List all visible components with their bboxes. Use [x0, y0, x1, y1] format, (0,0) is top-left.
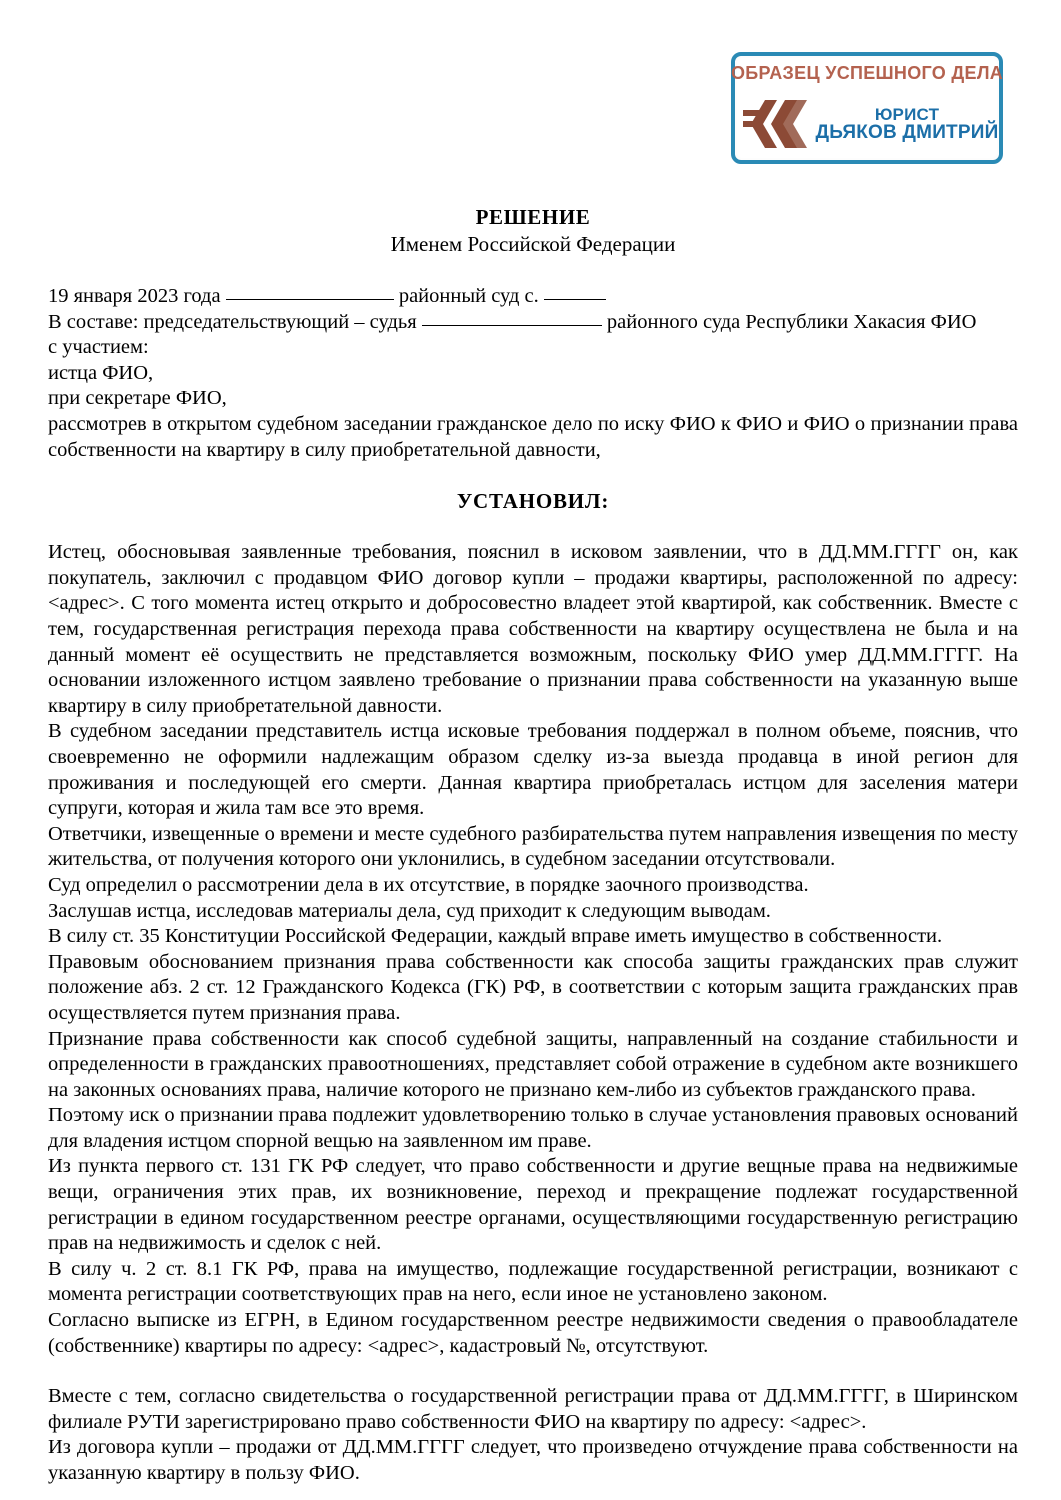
document-header-block — [48, 284, 1018, 463]
paragraph: В силу ст. 35 Конституции Российской Федерации, каждый вправе иметь имущество в собственности. — [48, 925, 943, 948]
paragraph: Из пункта первого ст. 131 ГК РФ следует, что право собственности и другие вещные права на недвижимые вещи, ограничения этих прав, их возникновение, переход и прекращение подлежат государственной регистрации в едином государственном реестре органами, осуществляющими государственную регистрацию прав на недвижимость и сделок с ней. — [48, 1155, 1018, 1255]
paragraph: Суд определил о рассмотрении дела в их отсутствие, в порядке заочного производства. — [48, 873, 809, 896]
page-title: РЕШЕНИЕ — [475, 205, 591, 229]
paragraph: В силу ч. 2 ст. 8.1 ГК РФ, права на имущество, подлежащие государственной регистрации, возникают с момента регистрации соответствующих прав на него, если иное не установлено законом. — [48, 1257, 1018, 1306]
header-composition-line — [48, 310, 1018, 336]
settlement-blank — [544, 299, 606, 300]
court-decision-document — [48, 0, 1018, 1487]
header-participation-line: с участием: — [48, 336, 149, 359]
stamp-headline: ОБРАЗЕЦ УСПЕШНОГО ДЕЛА — [731, 63, 1004, 83]
paragraph: Согласно выписке из ЕГРН, в Едином государственном реестре недвижимости сведения о правообладателе (собственнике) квартиры по адресу: <адрес>, кадастровый №, отсутствуют. — [48, 1309, 1018, 1357]
paragraph: Из договора купли – продажи от ДД.ММ.ГГГГ следует, что произведено отчуждение права собственности на указанную квартиру в пользу ФИО. — [48, 1436, 1018, 1484]
paragraph: Поэтому иск о признании права подлежит удовлетворению только в случае установления правовых оснований для владения истцом спорной вещью на заявленном им праве. — [48, 1104, 1018, 1152]
court-name-blank — [226, 299, 394, 300]
paragraph: Истец, обосновывая заявленные требования, пояснил в исковом заявлении, что в ДД.ММ.ГГГГ он, как покупатель, заключил с продавцом ФИО договор купли – продажи квартиры, расположенной по адресу: <адрес>. С того момента истец открыто и добросовестно владеет этой квартирой, как собственник. Вместе с тем, государственная регистрация перехода права собственности на квартиру осуществлена не была и на данный момент её осуществить не представляется возможным, поскольку ФИО умер ДД.ММ.ГГГГ. На основании изложенного истцом заявлено требование о признании права собственности на указанную выше квартиру в силу приобретательной давности. — [48, 541, 1018, 717]
header-date-line — [48, 284, 1018, 310]
document-subtitle: Именем Российской Федерации — [390, 232, 676, 257]
court-label: районный суд с. — [398, 285, 539, 308]
header-secretary-line: при секретаре ФИО, — [48, 387, 227, 410]
header-plaintiff-line: истца ФИО, — [48, 361, 154, 384]
paragraph: Правовым обоснованием признания права собственности как способа защиты гражданских прав служит положение абз. 2 ст. 12 Гражданского Кодекса (ГК) РФ, в соответствии с которым защита гражданских прав осуществляется путем признания права. — [48, 950, 1018, 1024]
judge-name-blank — [422, 325, 602, 326]
paragraph: В судебном заседании представитель истца исковые требования поддержал в полном объеме, пояснив, что своевременно не оформили надлежащим образом сделку из-за выезда продавца в иной регион для проживания и последующей его смерти. Данная квартира приобреталась истцом для заселения матери супруги, которая и жила там все это время. — [48, 720, 1018, 820]
paragraph: Признание права собственности как способ судебной защиты, направленный на создание стабильности и определенности в гражданских правоотношениях, представляет собой отражение в судебном акте возникшего на законных основаниях права, наличие которого не признано кем-либо из субъектов гражданского права. — [48, 1027, 1018, 1101]
composition-prefix: В составе: председательствующий – судья — [48, 310, 417, 333]
stamp-word-profession: ЮРИСТ — [874, 104, 940, 124]
document-title-block — [48, 204, 1018, 257]
paragraph: Ответчики, извещенные о времени и месте судебного разбирательства путем направления извещения по месту жительства, от получения которого они уклонились, в судебном заседании отсутствовали. — [48, 822, 1018, 871]
paragraph: Вместе с тем, согласно свидетельства о государственной регистрации права от ДД.ММ.ГГГГ, в Ширинском филиале РУТИ зарегистрировано право собственности ФИО на квартиру по адресу: <адрес>. — [48, 1385, 1018, 1433]
section-heading-ustanovil: УСТАНОВИЛ: — [456, 489, 610, 514]
paragraph: Заслушав истца, исследовав материалы дела, суд приходит к следующим выводам. — [48, 899, 771, 922]
decision-date: 19 января 2023 года — [48, 285, 221, 308]
paragraph-spacer — [48, 1359, 1018, 1384]
composition-tail: районного суда Республики Хакасия ФИО — [606, 310, 977, 333]
header-considered-line: рассмотрев в открытом судебном заседании гражданское дело по иску ФИО к ФИО и ФИО о признании права собственности на квартиру в силу приобретательной давности, — [48, 413, 1018, 461]
stamp-word-fullname: ДЬЯКОВ ДМИТРИЙ — [815, 121, 999, 143]
